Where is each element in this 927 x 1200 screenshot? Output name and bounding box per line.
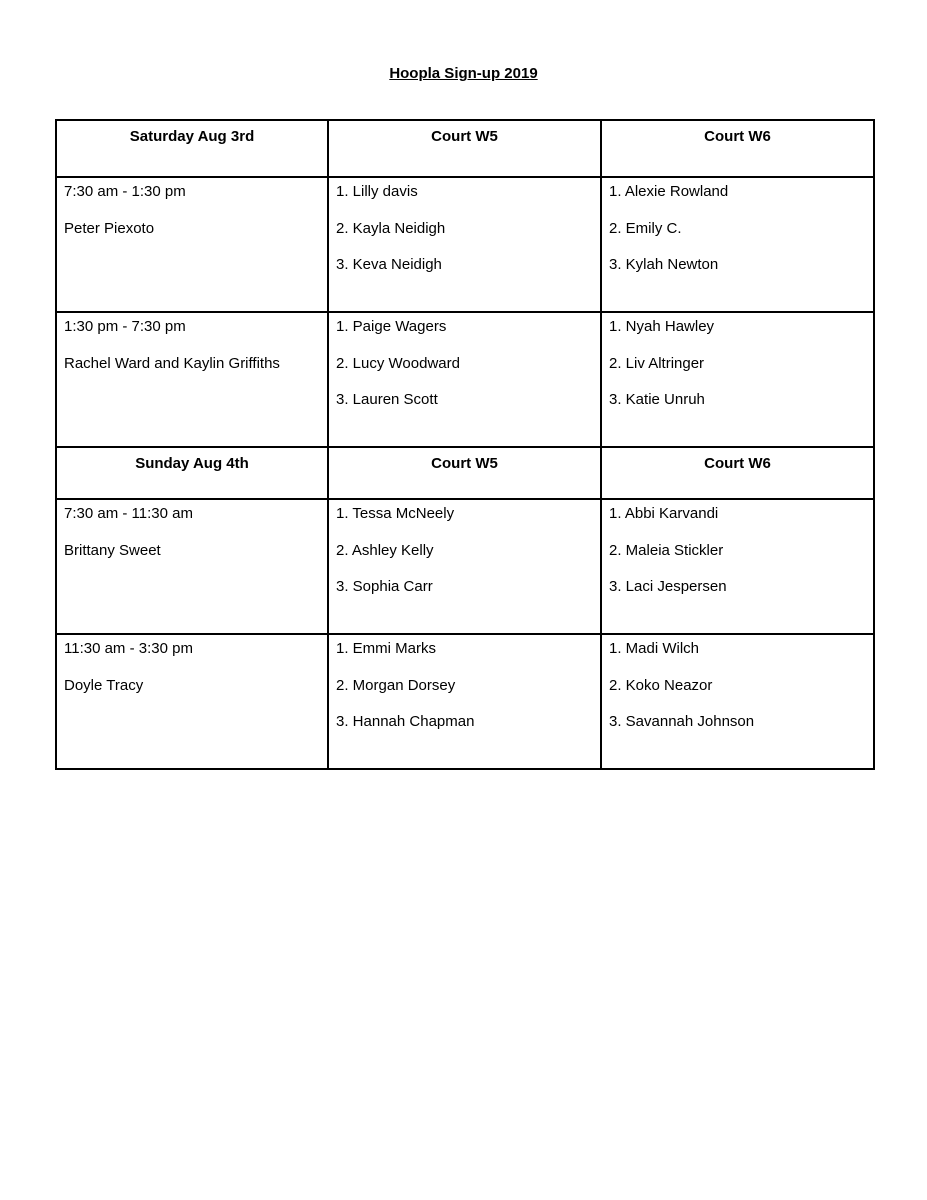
signup-entry: 2. Emily C. bbox=[609, 219, 682, 237]
signup-table bbox=[55, 119, 875, 770]
signup-entry: 3. Katie Unruh bbox=[609, 391, 705, 408]
slot-info-cell bbox=[56, 499, 328, 634]
signup-entry: 3. Savannah Johnson bbox=[609, 713, 755, 730]
signup-entry: 1. Lilly davis bbox=[336, 183, 418, 200]
signup-entry: 1. Madi Wilch bbox=[609, 640, 700, 657]
signup-entry: 1. Paige Wagers bbox=[336, 318, 447, 335]
slot-info-cell bbox=[56, 177, 328, 312]
court-header-cell bbox=[601, 447, 874, 499]
slot-coordinator: Brittany Sweet bbox=[64, 541, 161, 559]
signup-entry: 2. Koko Neazor bbox=[609, 676, 713, 694]
day-header-row bbox=[56, 447, 874, 499]
page-title: Hoopla Sign-up 2019 bbox=[389, 65, 538, 82]
slot-time: 1:30 pm - 7:30 pm bbox=[64, 318, 186, 335]
signup-entry: 2. Maleia Stickler bbox=[609, 541, 724, 559]
signup-entry: 1. Emmi Marks bbox=[336, 640, 437, 657]
slot-coordinator: Rachel Ward and Kaylin Griffiths bbox=[64, 354, 280, 372]
signup-entry: 3. Laci Jespersen bbox=[609, 578, 727, 595]
slot-row bbox=[56, 634, 874, 769]
slot-info-cell bbox=[56, 312, 328, 447]
slot-row bbox=[56, 499, 874, 634]
slot-coordinator: Doyle Tracy bbox=[64, 676, 144, 694]
court-signup-cell bbox=[328, 312, 601, 447]
slot-row bbox=[56, 312, 874, 447]
slot-row bbox=[56, 177, 874, 312]
signup-entry: 2. Ashley Kelly bbox=[336, 541, 434, 559]
signup-entry: 2. Liv Altringer bbox=[609, 354, 705, 372]
court-signup-cell bbox=[328, 177, 601, 312]
signup-entry: 2. Morgan Dorsey bbox=[336, 676, 456, 694]
signup-entry: 3. Keva Neidigh bbox=[336, 256, 442, 273]
court-label: Court W5 bbox=[431, 455, 498, 472]
signup-entry: 3. Kylah Newton bbox=[609, 256, 719, 273]
signup-entry: 2. Kayla Neidigh bbox=[336, 219, 446, 237]
court-label: Court W6 bbox=[704, 455, 771, 472]
slot-coordinator: Peter Piexoto bbox=[64, 219, 155, 237]
slot-time: 11:30 am - 3:30 pm bbox=[64, 640, 193, 657]
signup-entry: 3. Sophia Carr bbox=[336, 578, 433, 595]
court-label: Court W5 bbox=[431, 128, 498, 145]
court-header-cell bbox=[328, 120, 601, 177]
signup-entry: 2. Lucy Woodward bbox=[336, 354, 460, 372]
court-signup-cell bbox=[601, 312, 874, 447]
court-header-cell bbox=[328, 447, 601, 499]
day-header-cell bbox=[56, 447, 328, 499]
court-signup-cell bbox=[601, 634, 874, 769]
court-header-cell bbox=[601, 120, 874, 177]
court-label: Court W6 bbox=[704, 128, 771, 145]
signup-entry: 1. Tessa McNeely bbox=[336, 505, 455, 522]
court-signup-cell bbox=[601, 499, 874, 634]
signup-entry: 1. Nyah Hawley bbox=[609, 318, 715, 335]
day-label: Sunday Aug 4th bbox=[135, 455, 249, 472]
day-label: Saturday Aug 3rd bbox=[129, 128, 255, 145]
court-signup-cell bbox=[601, 177, 874, 312]
signup-entry: 3. Hannah Chapman bbox=[336, 713, 475, 730]
slot-time: 7:30 am - 11:30 am bbox=[64, 505, 193, 522]
signup-entry: 1. Alexie Rowland bbox=[609, 183, 729, 200]
court-signup-cell bbox=[328, 499, 601, 634]
slot-info-cell bbox=[56, 634, 328, 769]
day-header-row bbox=[56, 120, 874, 177]
slot-time: 7:30 am - 1:30 pm bbox=[64, 183, 186, 200]
signup-entry: 3. Lauren Scott bbox=[336, 391, 438, 408]
signup-entry: 1. Abbi Karvandi bbox=[609, 505, 719, 522]
court-signup-cell bbox=[328, 634, 601, 769]
day-header-cell bbox=[56, 120, 328, 177]
